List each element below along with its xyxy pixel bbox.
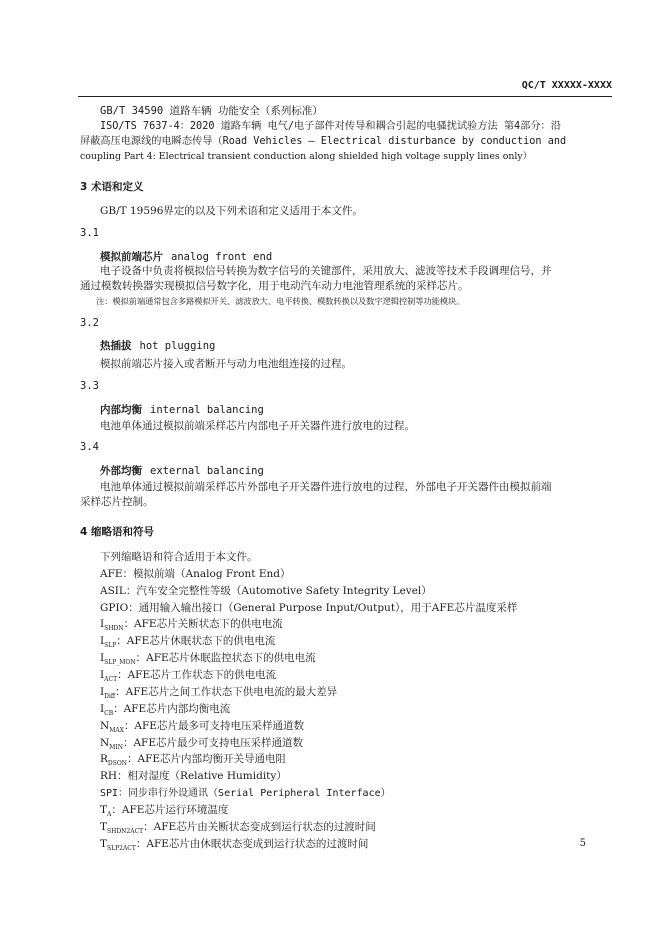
symbol-rdson: $R_{DSON}$：AFE芯片内部均衡开关导通电阻 [100, 753, 287, 768]
symbol-ta: $T_A$：AFE芯片运行环境温度 [100, 804, 229, 819]
term-zh: 外部均衡 [100, 465, 142, 477]
header-rule [78, 96, 612, 97]
symbol-ishdn: $I_{SHDN}$：AFE芯片关断状态下的供电电流 [100, 618, 283, 633]
definition-3-2: 模拟前端芯片接入或者断开与动力电池组连接的过程。 [100, 358, 352, 370]
abbr-asil: ASIL：汽车安全完整性等级（Automotive Safety Integrity Level） [100, 585, 432, 597]
definition-3-1-line1: 电子设备中负责将模拟信号转换为数字信号的关键部件，采用放大、滤波等技术手段调理信号，并 [100, 265, 552, 277]
symbol-icb: $I_{CB}$：AFE芯片内部均衡电流 [100, 703, 231, 718]
term-zh: 内部均衡 [100, 404, 142, 416]
term-internal-balancing [100, 402, 264, 417]
page-number: 5 [579, 838, 586, 849]
symbol-iact: $I_{ACT}$：AFE芯片工作状态下的供电电流 [100, 669, 277, 684]
symbol-nmin: $N_{MIN}$：AFE芯片最少可支持电压采样通道数 [100, 737, 303, 752]
section-4-heading: 4 缩略语和符号 [80, 526, 154, 538]
ref-iso7637-line3: coupling Part 4: Electrical transient conduction along shielded high voltage supply lines only） [80, 151, 533, 162]
clause-number-3-3: 3.3 [80, 380, 99, 392]
note-3-1: 注：模拟前端通常包含多路模拟开关、滤波放大、电平转换、模数转换以及数字逻辑控制等功能模块。 [96, 296, 465, 306]
symbol-islp: $I_{SLP}$：AFE芯片休眠状态下的供电电流 [100, 635, 276, 650]
definition-3-3: 电池单体通过模拟前端采样芯片内部电子开关器件进行放电的过程。 [100, 420, 415, 432]
symbol-islp-mon: $I_{SLP\_MON}$：AFE芯片休眠监控状态下的供电电流 [100, 652, 316, 667]
term-external-balancing [100, 463, 264, 478]
ref-iso7637-line2: 屏蔽高压电源线的电瞬态传导（Road Vehicles — Electrical disturbance by conduction and [80, 136, 567, 147]
symbol-idiff: $I_{Diff}$：AFE芯片之间工作状态下供电电流的最大差异 [100, 686, 338, 701]
term-en: external balancing [150, 465, 264, 477]
abbr-gpio: GPIO：通用输入输出接口（General Purpose Input/Output），用于AFE芯片温度采样 [100, 602, 518, 614]
term-en: hot plugging [139, 340, 216, 352]
clause-number-3-4: 3.4 [80, 441, 99, 453]
section-3-intro: GB/T 19596界定的以及下列术语和定义适用于本文件。 [100, 205, 363, 217]
definition-3-4-line1: 电池单体通过模拟前端采样芯片外部电子开关器件进行放电的过程，外部电子开关器件由模拟前端 [100, 481, 552, 493]
symbol-tslp2act: $T_{SLP2ACT}$：AFE芯片由休眠状态变成到运行状态的过渡时间 [100, 838, 369, 853]
clause-number-3-2: 3.2 [80, 317, 99, 329]
document-code: QC/T XXXXX-XXXX [521, 80, 612, 91]
ref-gbt34590: GB/T 34590 道路车辆 功能安全（系列标准） [100, 105, 323, 117]
symbol-tshdn2act: $T_{SHDN2ACT}$：AFE芯片由关断状态变成到运行状态的过渡时间 [100, 821, 376, 836]
ref-iso7637-line1: ISO/TS 7637-4：2020 道路车辆 电气/电子部件对传导和耦合引起的电骚扰试验方法 第4部分：沿 [100, 121, 561, 132]
symbol-nmax: $N_{MAX}$：AFE芯片最多可支持电压采样通道数 [100, 720, 304, 735]
term-hot-plugging [100, 338, 215, 353]
definition-3-4-line2: 采样芯片控制。 [80, 496, 154, 508]
term-analog-front-end [100, 249, 272, 264]
term-en: analog front end [171, 251, 273, 263]
term-zh: 模拟前端芯片 [100, 251, 163, 263]
term-zh: 热插拔 [100, 340, 132, 352]
symbol-rh: RH：相对湿度（Relative Humidity） [100, 770, 287, 782]
abbr-afe: AFE：模拟前端（Analog Front End） [100, 568, 291, 580]
clause-number-3-1: 3.1 [80, 227, 99, 239]
section-3-heading: 3 术语和定义 [80, 181, 144, 193]
symbol-spi: SPI：同步串行外设通讯（Serial Peripheral Interface） [100, 788, 391, 799]
definition-3-1-line2: 通过模数转换器实现模拟信号数字化，用于电动汽车动力电池管理系统的采样芯片。 [80, 280, 469, 292]
section-4-intro: 下列缩略语和符合适用于本文件。 [100, 551, 258, 563]
term-en: internal balancing [150, 404, 264, 416]
